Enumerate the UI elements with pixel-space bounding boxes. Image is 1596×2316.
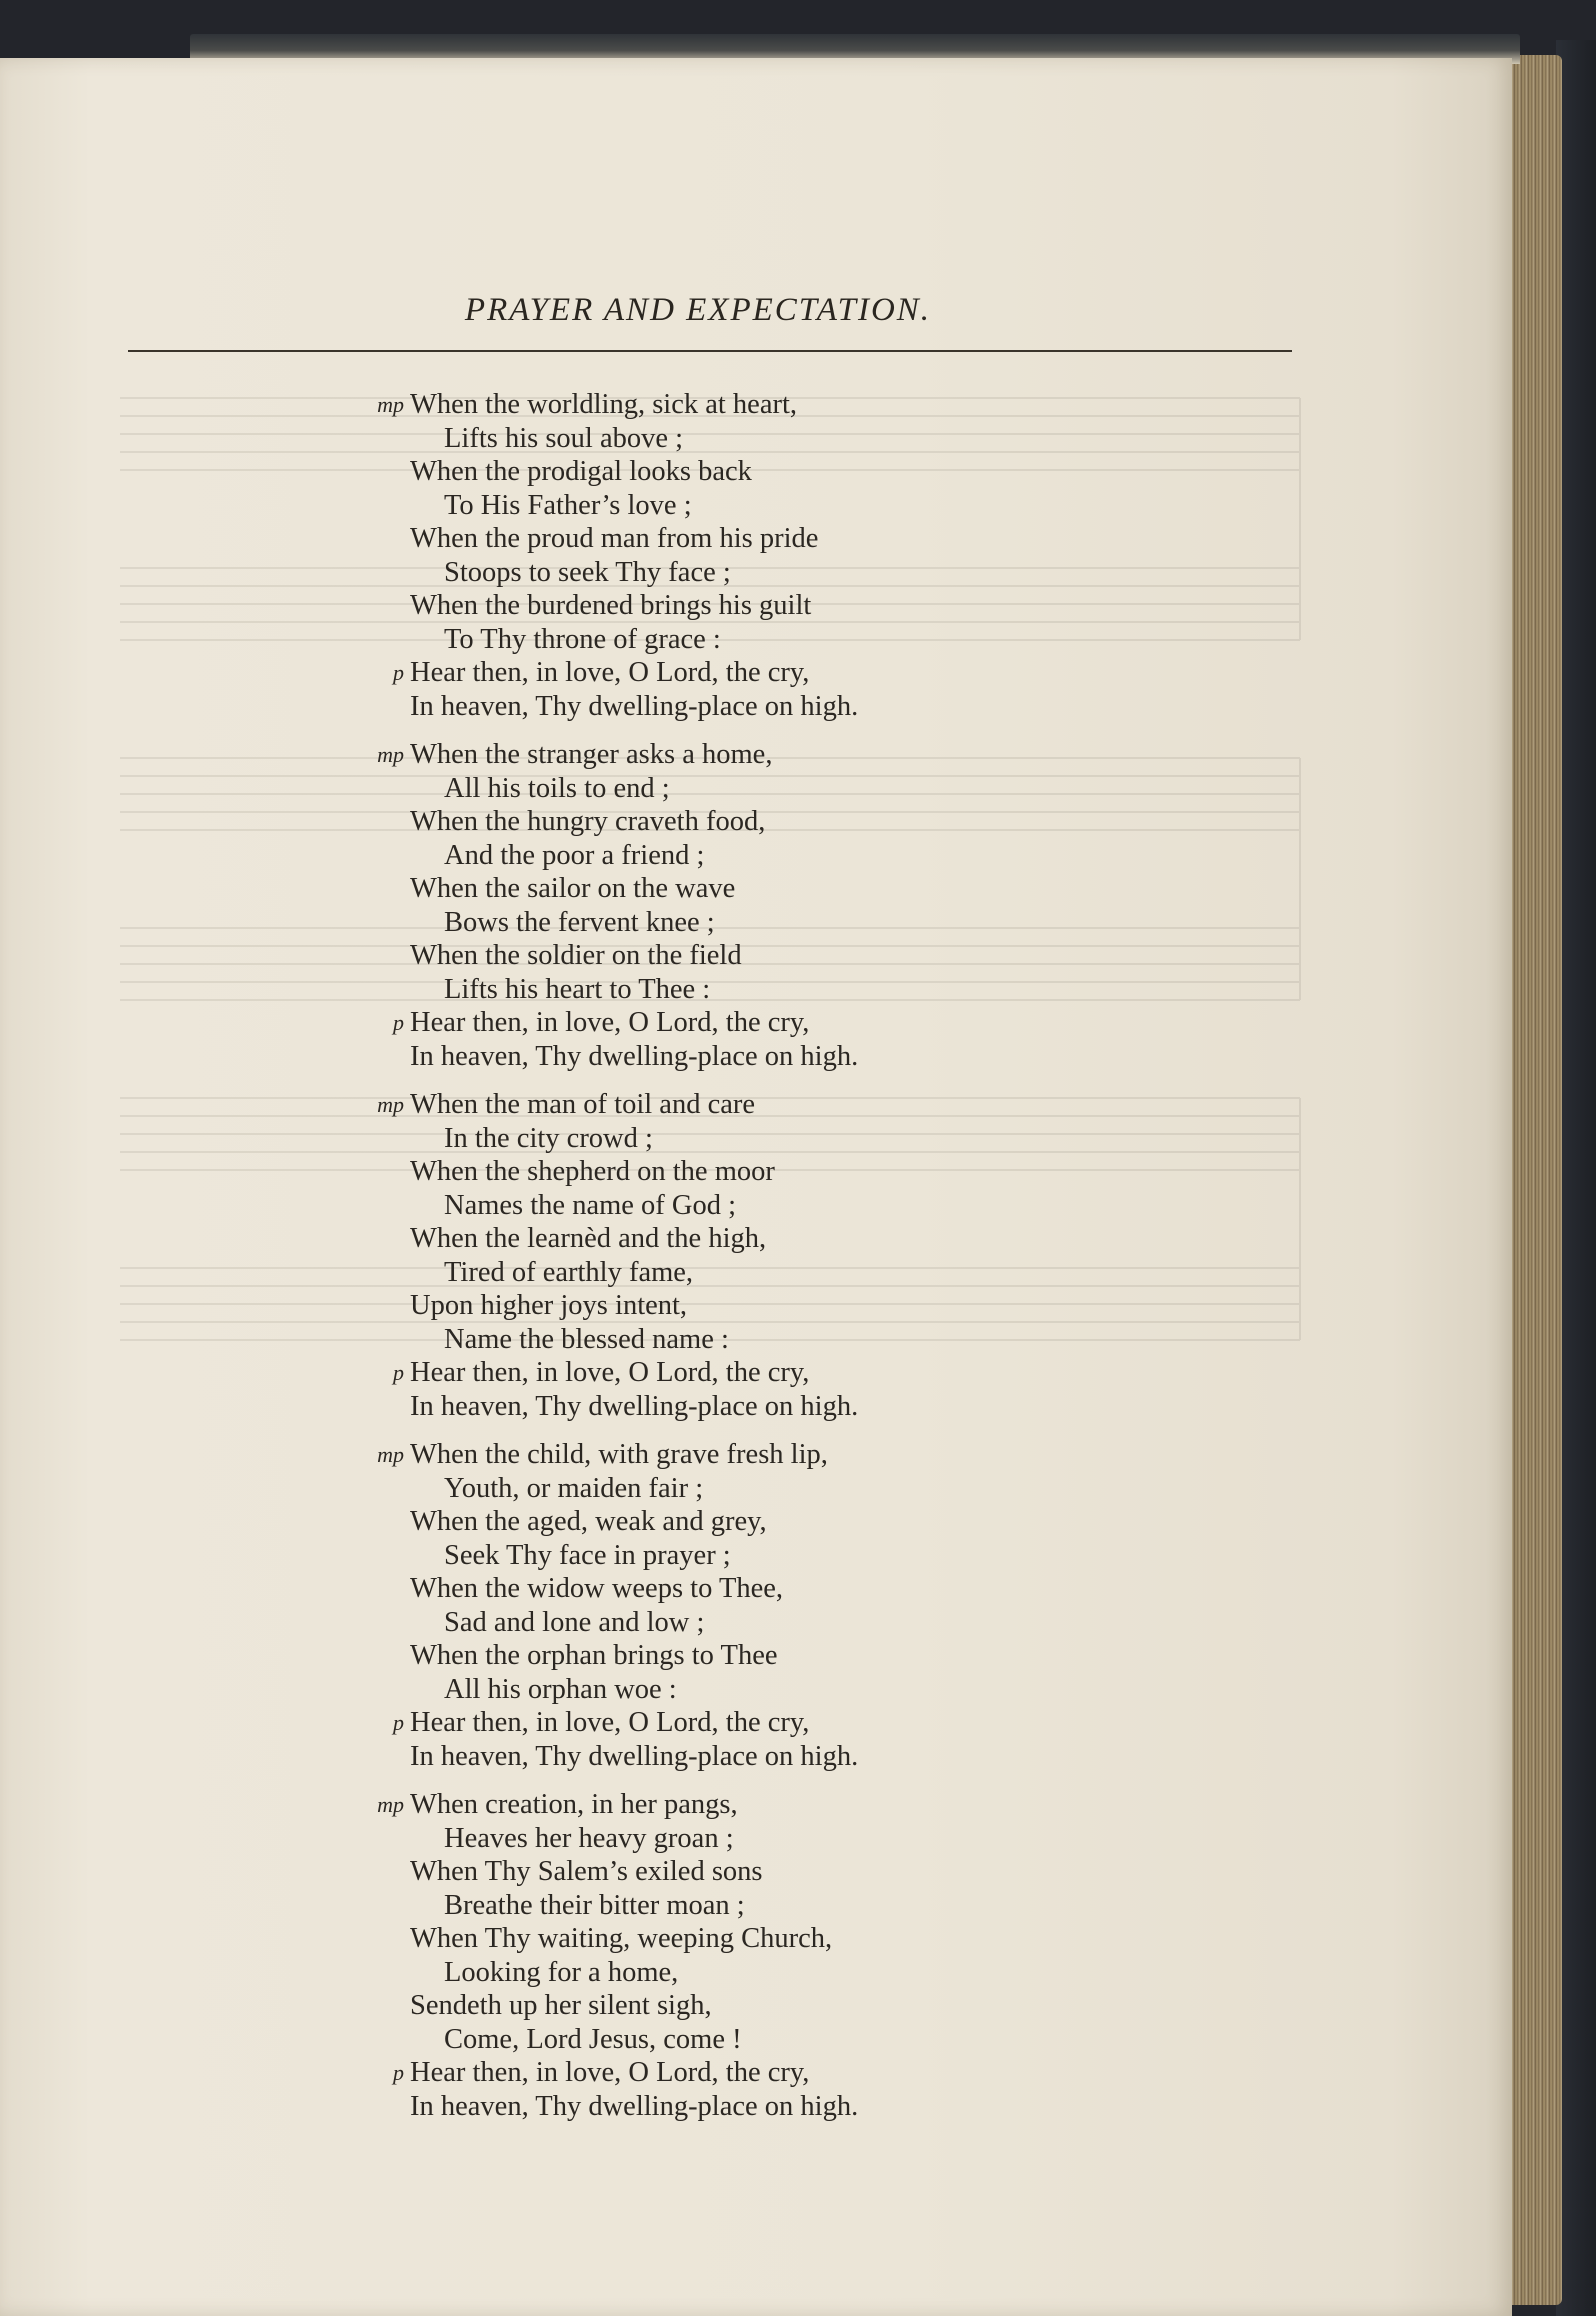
dynamic-marking: mp [377,1792,404,1817]
dynamic-marking: mp [377,1092,404,1117]
verse-line-text: Name the blessed name : [444,1323,729,1355]
verse-line [377,738,1170,772]
verse-line-text: In heaven, Thy dwelling-place on high. [410,1740,859,1772]
verse-line [410,2023,1170,2057]
verse-line-text: All his orphan woe : [444,1673,677,1705]
verse-line [410,1189,1170,1223]
verse-line-text: Hear then, in love, O Lord, the cry, [410,2057,810,2088]
verse-line [410,1155,1170,1189]
stanza [377,1788,1170,2123]
verse-line-text: Hear then, in love, O Lord, the cry, [410,1707,810,1738]
verse-line [410,1289,1170,1323]
verse-line [410,1040,1170,1074]
page-fore-edge [1504,55,1562,2305]
verse-line-text: When the burdened brings his guilt [410,590,812,621]
verse-line [410,772,1170,806]
verse-line-text: When Thy waiting, weeping Church, [410,1923,833,1954]
verse-line-text: In heaven, Thy dwelling-place on high. [410,1040,859,1072]
dynamic-marking: p [393,1010,404,1035]
verse-line [410,1572,1170,1606]
verse-line-text: Hear then, in love, O Lord, the cry, [410,657,810,688]
verse-line [377,1788,1170,1822]
verse-line [410,1390,1170,1424]
verse-line [410,906,1170,940]
verse-line [410,2090,1170,2124]
verse-line [410,1539,1170,1573]
verse-line [393,656,1170,690]
stanza [377,388,1170,723]
verse-line-text: In the city crowd ; [444,1122,653,1154]
verse-line-text: Come, Lord Jesus, come ! [444,2023,742,2055]
verse-line-text: And the poor a friend ; [444,839,705,871]
verse-line [410,1639,1170,1673]
verse-line [410,489,1170,523]
verse-line-text: Sad and lone and low ; [444,1606,705,1638]
verse-line [410,1122,1170,1156]
hymn-text [377,388,1170,2138]
verse-line [410,455,1170,489]
stanza [377,738,1170,1073]
verse-line-text: When the child, with grave fresh lip, [410,1439,828,1470]
dynamic-marking: mp [377,392,404,417]
verse-line [410,1822,1170,1856]
verse-line [410,1505,1170,1539]
stanza [377,1438,1170,1773]
verse-line-text: Heaves her heavy groan ; [444,1822,734,1854]
verse-line-text: When the prodigal looks back [410,456,752,487]
verse-line-text: Hear then, in love, O Lord, the cry, [410,1357,810,1388]
verse-line [393,1006,1170,1040]
verse-line-text: In heaven, Thy dwelling-place on high. [410,1390,859,1422]
verse-line-text: Bows the fervent knee ; [444,906,715,938]
verse-line [410,1606,1170,1640]
verse-line [410,1989,1170,2023]
verse-line-text: When the orphan brings to Thee [410,1640,778,1671]
verse-line [393,2056,1170,2090]
verse-line-text: Youth, or maiden fair ; [444,1472,704,1504]
verse-line [410,973,1170,1007]
verse-line-text: When the stranger asks a home, [410,739,773,770]
verse-line-text: Names the name of God ; [444,1189,737,1221]
verse-line-text: When the soldier on the field [410,940,742,971]
verse-line [410,839,1170,873]
verse-line [410,1472,1170,1506]
verse-line-text: All his toils to end ; [444,772,670,804]
verse-line-text: When the sailor on the wave [410,873,736,904]
verse-line-text: When the widow weeps to Thee, [410,1573,784,1604]
verse-line-text: Lifts his heart to Thee : [444,973,711,1005]
verse-line [410,1323,1170,1357]
verse-line [410,623,1170,657]
verse-line-text: To Thy throne of grace : [444,623,721,655]
verse-line-text: When the proud man from his pride [410,523,819,554]
verse-line-text: When the shepherd on the moor [410,1156,775,1187]
verse-line [410,690,1170,724]
verse-line-text: In heaven, Thy dwelling-place on high. [410,690,859,722]
verse-line [393,1706,1170,1740]
verse-line [410,522,1170,556]
verse-line-text: Lifts his soul above ; [444,422,684,454]
verse-line [410,1889,1170,1923]
verse-line-text: When the hungry craveth food, [410,806,766,837]
verse-line [410,939,1170,973]
verse-line-text: Upon higher joys intent, [410,1290,688,1321]
dynamic-marking: p [393,2060,404,2085]
verse-line-text: Sendeth up her silent sigh, [410,1990,712,2021]
verse-line-text: Breathe their bitter moan ; [444,1889,745,1921]
verse-line [410,1922,1170,1956]
dynamic-marking: p [393,1710,404,1735]
verse-line [410,872,1170,906]
book-cover-edge [1556,40,1596,2316]
verse-line-text: Tired of earthly fame, [444,1256,694,1288]
verse-line [410,805,1170,839]
verse-line-text: When Thy Salem’s exiled sons [410,1856,763,1887]
dynamic-marking: mp [377,742,404,767]
verse-line-text: When creation, in her pangs, [410,1789,738,1820]
dynamic-marking: p [393,660,404,685]
verse-line-text: In heaven, Thy dwelling-place on high. [410,2090,859,2122]
verse-line-text: Looking for a home, [444,1956,679,1988]
verse-line [410,1740,1170,1774]
verse-line [410,1256,1170,1290]
verse-line [410,1222,1170,1256]
header-rule [128,350,1292,352]
verse-line [377,1088,1170,1122]
verse-line [410,556,1170,590]
verse-line-text: Seek Thy face in prayer ; [444,1539,731,1571]
verse-line [393,1356,1170,1390]
verse-line [377,1438,1170,1472]
verse-line [410,589,1170,623]
verse-line-text: To His Father’s love ; [444,489,692,521]
verse-line [377,388,1170,422]
verse-line-text: When the aged, weak and grey, [410,1506,767,1537]
verse-line [410,1673,1170,1707]
verse-line-text: Hear then, in love, O Lord, the cry, [410,1007,810,1038]
verse-line-text: When the worldling, sick at heart, [410,389,798,420]
verse-line-text: When the learnèd and the high, [410,1223,767,1254]
verse-line [410,422,1170,456]
stanza [377,1088,1170,1423]
verse-line-text: When the man of toil and care [410,1089,756,1120]
verse-line [410,1855,1170,1889]
verse-line-text: Stoops to seek Thy face ; [444,556,731,588]
verse-line [410,1956,1170,1990]
book-page [0,58,1512,2316]
dynamic-marking: mp [377,1442,404,1467]
dynamic-marking: p [393,1360,404,1385]
running-head: PRAYER AND EXPECTATION. [464,292,932,328]
